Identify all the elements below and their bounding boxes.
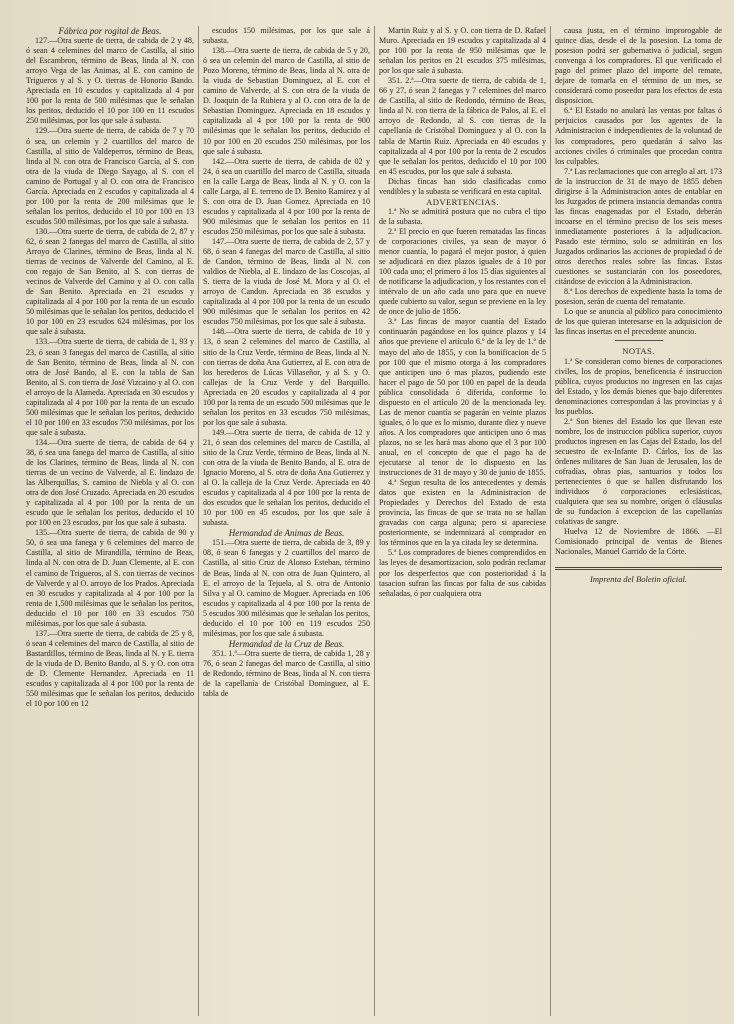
paragraph: 351. 2.ª—Otra suerte de tierra, de cabida de 1, 66 y 27, ó sean 2 fanegas y 7 celemines del marco de Castilla, al sitio de Redondo, término de Beas, linda al N. con tierra de la fábrica de Palos, al E. el arroyo de Redondo, al S. con tierras de la capellanía de Cristóbal Dominguez y al O. con la tabla de Martin Ruiz. Apreciada en 40 escudos y capitalizada al 4 por 100 por la renta de 2 escudos que le señalan los peritos, deducido el 10 por 100 en 45 escudos, por los que sale á subasta. [379,76,546,176]
paragraph: Huelva 12 de Noviembre de 1866. —El Comisionado principal de ventas de Bienes Nacionales, Manuel Garrido de la Córte. [555,527,722,557]
paragraph: 151.—Otra suerte de tierra, de cabida de 3, 89 y 08, ó sean 6 fanegas y 2 cuartillos del marco de Castilla, al sitio Cruz de Alonso Esteban, término de Beas, linda al N. con otra de Juan Quintero, al E. el arroyo de la Tejuela, al S. otra de Antonio Silva y al O. camino de Moguer. Apreciada en 106 escudos y capitalizada al 4 por 100 por la renta de 5 escudos 300 milésimas que le señalan los peritos, deducido el 10 por 100 en 119 escudos 250 milésimas, por los que sale á subasta. [203,538,370,638]
column-4 [550,26,726,1016]
paragraph: Dichas fincas han sido clasificadas como vendibles y la subasta se verificará en esta capital. [379,176,546,196]
column-3 [374,26,550,1016]
column-1 [22,26,198,1016]
section-heading: Hermandad de Animas de Beas. [228,528,345,539]
imprint-line: Imprenta del Boletin oficial. [589,574,688,585]
divider [615,340,663,341]
column-2 [198,26,374,1016]
paragraph: 134.—Otra suerte de tierra, de cabida de 64 y 38, ó sea una fanega del marco de Castilla, al sitio de los Clarines, término de Beas, linda al N. con tierras de un vecino de Valverde, al E. lindazo de las Alberquillas, S. camino de Niebla y al O. con otra de don José Cruzado. Apreciada en 20 escudos y capitalizada al 4 por 100 por la renta de un escudo que le señalan los peritos, deducido el 10 por 100 en 23 escudos, por los que sale á subasta. [26,437,194,528]
paragraph: 148.—Otra suerte de tierra, de cabida de 10 y 13, ó sean 2 celemines del marco de Castilla, al sitio de la Cruz Verde, término de Beas, linda al N. con tierras de doña Ana Gutierrez, al E. con otra de los herederos de Lúcas Villaseñor, y al S. y O. callejas de la Cruz Verde y del Barquillo. Apreciada en 20 escudos y capitalizada al 4 por 100 por la renta de un escudo 500 milésimas que le señalan los peritos en 33 escudos 750 milésimas, por los que sale á subasta. [203,327,370,427]
text-columns [22,26,726,1016]
paragraph: 127.—Otra suerte de tierra, de cabida de 2 y 48, ó sean 4 celemines del marco de Castilla, al sitio del Escambron, término de Beas, linda al N. con arroyo Vega de las Animas, al E. con camino de Trigueros y al S. y O. tierras de Honorio Bando. Apreciada en 10 escudos y capitalizada al 4 por 100 por la renta de 500 milésimas que le señalan los peritos, deducido el 10 por 100 en 11 escudos 250 milésimas, por los que sale á subasta. [26,36,194,126]
paragraph: 1.ª No se admitirá postura que no cubra el tipo de la subasta. [379,206,546,226]
paragraph: 138.—Otra suerte de tierra, de cabida de 5 y 20, ó sea un celemin del marco de Castilla, al sitio de Pozo Moreno, término de Beas, linda al N. otra de la viuda de Sebastian Dominguez, al E. con el camino de Valverde, al S. con otra de la viuda de D. Joaquin de la Rubiera y al O. con otra de la de Sebastian Dominguez. Apreciada en 18 escudos y capitalizada al 4 por 100 por la renta de 900 milésimas que le señalan los peritos, deducido el 10 por 100 en 20 escudos 250 milésimas, por los que sale á subasta. [203,46,370,156]
paragraph: 129.—Otra suerte de tierra, de cabida de 7 y 70 ó sea, un celemin y 2 cuartillos del marco de Castilla, al sitio de Valdeperros, término de Beas, linda al N. con otra de Francisco García, al S. con otra de la viuda de Diego Sayago, al S. con el camino de Portugal y al O. con otra de Francisco García. Apreciada en 2 escudos y capitalizada al 4 por 100 por la renta de 200 milésimas que le señalan los peritos, deducido el 10 por 100 en 13 escudos 500 milésimas, por los que sale á subasta. [26,126,194,226]
paragraph: 8.ª Los derechos de expediente hasta la toma de posesion, serán de cuenta del rematante. [555,287,722,307]
paragraph: 5.ª Los compradores de bienes comprendidos en las leyes de desamortizacion, solo podrán reclamar por los desperfectos que con posterioridad á la tasacion sufran las fincas por falta de sus cabidas señaladas, ó por cualquiera otra [379,548,546,598]
paragraph: Lo que se anuncia al público para conocimiento de los que quieran interesarse en la adquisicion de las fincas insertas en el precedente anuncio. [555,307,722,337]
paragraph: 2.ª El precio en que fueren rematadas las fincas de corporaciones civiles, ya sean de mayor ó menor cuantía, lo pagará el mejor postor, á quien se adjudicará en diez plazos iguales de á 10 por 100 cada uno; el primero á los 15 días siguientes al de notificarse la adjudicacion, y los restantes con el intérvalo de un año cada uno para que en nueve quede cubierto su valor, segun se previene en la ley de once de julio de 1856. [379,226,546,317]
paragraph: 130.—Otra suerte de tierra, de cabida de 2, 87 y 62, ó sean 2 fanegas del marco de Castilla, al sitio Arroyo de Clarines, término de Beas, linda al N. tierras de vecinos de Valverde del Camino, al E. con regajo de San Benito, al S. con tierras de vecinos de Valverde del Camino y al O. con calla de San Benito. Apreciada en 21 escudos y capitalizada al 4 por 100 por la renta de un escudo 50 milésimas que le señalan los peritos, deducido el 10 por 100 en 23 escudos 624 milésimas, por los que sale á subasta. [26,226,194,337]
paragraph: 6.ª El Estado no anulará las ventas por faltas ó perjuicios causados por los agentes de la Administracion é independientes de la voluntad de los compradores, pero quedarán á salvo las acciones civiles ó criminales que procedan contra los culpables. [555,106,722,166]
paragraph: Martin Ruiz y al S. y O. con tierra de D. Rafael Muro. Apreciada en 19 escudos y capitalizada al 4 por 100 por la renta de 950 milésimas que le señalan los peritos en 21 escudos 375 milésimas, por los que sale á subasta. [379,26,546,76]
paragraph: 7.ª Las reclamaciones que con arreglo al art. 173 de la instruccion de 31 de mayo de 1855 deben dirigirse á la Administracion antes de entablar en los Juzgados de primera instancia demandas contra las fincas enagenadas por el Estado, deberán incoarse en el término preciso de los seis meses inmediatamente posteriores á la adjudicacion. Pasado este término, solo se admitirán en los Juzgados ordinarios las acciones de propiedad ó de otros derechos reales sobre las fincas. Estas cuestiones se sustanciarán con los poseedores, citándose de eviccion á la Administracion. [555,166,722,287]
paragraph: 149.—Otra suerte de tierra, de cabida de 12 y 21, ó sean dos celemines del marco de Castilla, al sitio de la Cruz Verde, término de Beas, linda al N. con otra de la viuda de Benito Bando, al E. otra de Ignacio Moreno, al S. otra de doña Ana Gutierrez y al O. la calleja de la Cruz Verde. Apreciada en 40 escudos y capitalizada al 4 por 100 por la renta de dos escudos que le señalan los peritos, deducido el 10 por 100 en 45 escudos, por los que sale á subasta. [203,427,370,528]
paragraph: 2.ª Son bienes del Estado los que llevan este nombre, los de instruccion pública superior, cuyos productos ingresen en las Cajas del Estado, los del secuestro de ex-Infante D. Cárlos, los de las órdenes militares de San Juan de Jerusalen, los de cofradías, obras pías, santuarios y todos los pertenecientes ó que se hallen disfrutando los individuos ó corporaciones eclesiásticas, cualquiera que sea su nombre, orígen ó cláusulas de su fundacion á excepcion de las capellanías colativas de sangre. [555,416,722,527]
section-heading: Fábrica por rogital de Beas. [58,26,162,36]
paragraph: 137.—Otra suerte de tierra, de cabida de 25 y 8, ó sean 4 celemines del marco de Castilla, al sitio de Bastardillos, término de Beas, linda al N. y E. tierra de la viuda de D. Benito Bando, al S. y O. con otra de D. Clemente Hernandez. Apreciada en 11 escudos y capitalizada al 4 por 100 por la renta de 550 milésimas que le señalan los peritos, deducido el 10 por 100 en 12 [26,628,194,709]
paragraph: escudos 150 milésimas, por los que sale á subasta. [203,26,370,46]
paragraph: 135.—Otra suerte de tierra, de cabida de 90 y 50, ó sea una fanega y 6 celemines del marco de Castilla, al sitio de Mirandilla, término de Beas, linda al N. con otra de D. Juan Clemente, al E. con el camino de Trigueros, al S. con tierras de vecinos de Valverde y al O. arroyo de los Prados. Apreciada en 30 escudos y capitalizada al 4 por 100 por la renta de 1,500 milésimas que le señalan los peritos, deducido el 10 por 100 en 33 escudos 750 milésimas, por los que sale á subasta. [26,528,194,628]
paragraph: 133.—Otra suerte de tierra, de cabida de 1, 93 y 23, ó sean 3 fanegas del marco de Castilla, al sitio de San Benito, término de Beas, linda al N. con otra de José Bando, al E. con la tabla de San Benito, al S. con tierra de José Vizcaino y al O. con el arroyo de la Alameda. Apreciada en 30 escudos y capitalizada al 4 por 100 por la renta de un escudo 500 milésimas que le señalan los peritos, deducido el 10 por 100 en 33 escudos 750 milésimas, por los que sale á subasta. [26,337,194,437]
paragraph: 1.ª Se consideran como bienes de corporaciones civiles, los de propios, beneficencia é instruccion pública, cuyos productos no ingresen en las cajas del Estado, y los demás bienes que bajo diferentes denominaciones correspondan á las provincias y á los pueblos. [555,356,722,416]
notice-heading: NOTAS. [622,346,655,357]
section-heading: Hermandad de la Cruz de Beas. [228,638,345,649]
paragraph: 4.ª Segun resulta de los antecedentes y demás datos que existen en la Administracion de Propiedades y Derechos del Estado de esta provincia, las fincas de que se trata no se hallan gravadas con carga alguna; pero si apareciese posteriormente, se indemnizará al comprador en los términos que en la ya citada ley se determina. [379,478,546,548]
paragraph: 142.—Otra suerte de tierra, de cabida de 02 y 24, ó sea un cuartillo del marco de Castilla, situada en la calle Larga de Beas, linda al N. y O. con la calle Larga, al E. terreno de D. Benito Ramirez y al S. con otra de D. Juan Gomez. Apreciada en 10 escudos y capitalizada al 4 por 100 por la renta de 900 milésimas que le señalan los peritos en 11 escudos 250 milésimas, por los que sale á subasta. [203,156,370,236]
paragraph: 351. 1.ª—Otra suerte de tierra, de cabida 1, 28 y 76, ó sean 2 fanegas del marco de Castilla, al sitio de Redondo, término de Beas, linda al N. con tierra de la capellanía de Cristóbal Dominguez, al E. tabla de [203,648,370,699]
double-divider [555,567,722,570]
paragraph: causa justa, en el término improrogable de quince días, desde el de la posesion. La toma de posesion podrá ser gubernativa ó judicial, segun convenga á los compradores. El que verificado el pago del primer plazo del importe del remate, dejare de tomarla en el término de un mes, se considerará como poseedor para los efectos de esta disposicion. [555,26,722,106]
paragraph: 147.—Otra suerte de tierra, de cabida de 2, 57 y 68, ó sean 4 fanegas del marco de Castilla, al sitio de Candon, término de Beas, linda al N. con valdios de Niebla, al E. lindazo de las Coscojas, al S. tierra de la viuda de José M. Mora y al O. el arroyo de Candon. Apreciada en 38 escudos y capitalizada al 4 por 100 por la renta de un escudo 900 milésimas que le señalan los peritos en 42 escudos 750 milésimas, por los que sale á subasta. [203,236,370,327]
paragraph: 3.ª Las fincas de mayor cuantía del Estado continuarán pagándose en los quince plazos y 14 años que previene el artículo 6.º de la ley de 1.º de mayo del año de 1855, y con la bonificacion de 5 por 100 que el mismo otorga á los compradores que anticipen uno ó mas plazos, pudiendo este hacer el pago de 50 por 100 en papel de la deuda pública consolidada ó diferida, conforme lo dispuesto en el artículo 20 de la mencionada ley. Las de menor cuantía se pagarán en veinte plazos iguales, ó lo que es lo mismo, durante diez y nueve años. A los compradores que anticipen uno ó mas plazos, no se les hará mas abono que el 3 por 100 anual, en el concepto de que el pago ha de ejecutarse al tenor de lo dispuesto en las instrucciones de 31 de mayo y 30 de junio de 1855. [379,317,546,478]
notice-heading: ADVERTENCIAS. [426,196,499,207]
